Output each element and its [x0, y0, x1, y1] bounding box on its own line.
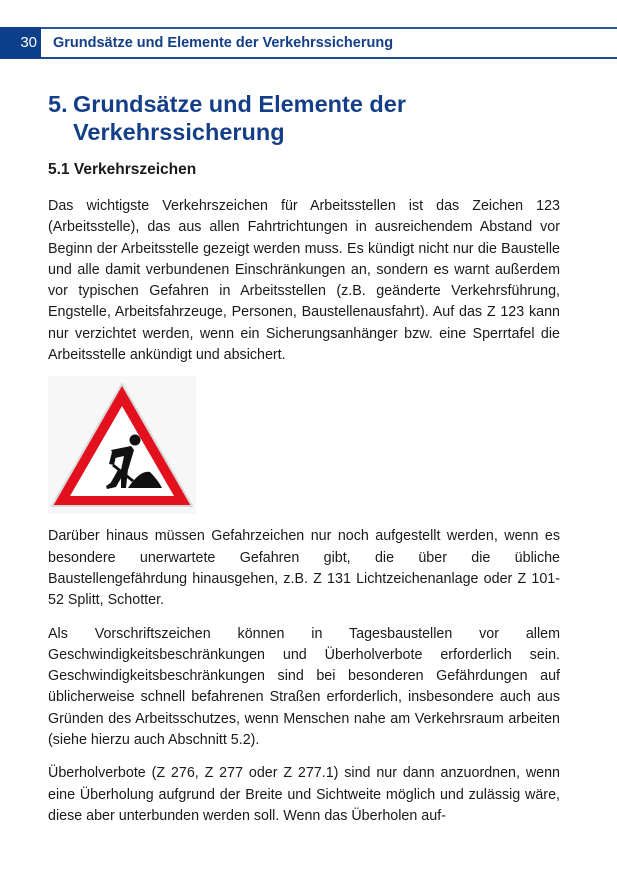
paragraph: Darüber hinaus müssen Gefahrzeichen nur noch aufgestellt werden, wenn es besondere unerwartete Gefahren gibt, die über die übliche Baustellengefährdung hinausgehen, z.B. Z 131 Lichtzeichenanlage oder Z 101-52 Splitt, Schotter. [48, 528, 560, 609]
paragraph: Das wichtigste Verkehrszeichen für Arbeitsstellen ist das Zeichen 123 (Arbeitsstelle), das aus allen Fahrtrichtungen in ausreichendem Abstand vor Beginn der Arbeitsstelle gezeigt werden muss. Es kündigt nicht nur die Baustelle und alle damit verbundenen Einschränkungen an, sondern es warnt außerdem vor typischen Gefahren in Arbeitsstellen (z.B. geänderte Verkehrsführung, Engstelle, Arbeitsfahrzeuge, Personen, Baustellenausfahrt). Auf das Z 123 kann nur verzichtet werden, wenn ein Sicherungsanhänger bzw. eine Sperrtafel die Arbeitsstelle ankündigt und absichert. [48, 198, 560, 364]
roadworks-warning-sign-icon [48, 376, 196, 514]
paragraph: Überholverbote (Z 276, Z 277 oder Z 277.1) sind nur dann anzuordnen, wenn eine Überholung aufgrund der Breite und Sichtweite möglich und zulässig wäre, diese aber unterbunden werden soll. Wenn das Überholen auf- [48, 765, 560, 824]
chapter-number: 5. [48, 91, 68, 117]
paragraph: Als Vorschriftszeichen können in Tagesbaustellen vor allem Geschwindigkeitsbeschränkungen und Überholverbote erforderlich sein. Geschwindigkeitsbeschränkungen sind bei besonderen Gefährdungen auf üblicherweise schnell befahrenen Straßen erforderlich, insbesondere auch aus Gründen des Arbeitsschutzes, wenn Menschen nahe am Verkehrsraum arbeiten (siehe hierzu auch Abschnitt 5.2). [48, 625, 560, 749]
roadworks-sign-figure [48, 376, 196, 514]
running-header [0, 27, 617, 59]
chapter-heading [48, 90, 560, 146]
running-title: Grundsätze und Elemente der Verkehrssicherung [53, 35, 394, 51]
page-content [48, 90, 560, 827]
page-number: 30 [0, 27, 41, 59]
chapter-title-line1: Grundsätze und Elemente der [73, 91, 406, 117]
chapter-title-line2: Verkehrssicherung [73, 119, 285, 145]
section-heading: 5.1 Verkehrszeichen [48, 161, 197, 178]
